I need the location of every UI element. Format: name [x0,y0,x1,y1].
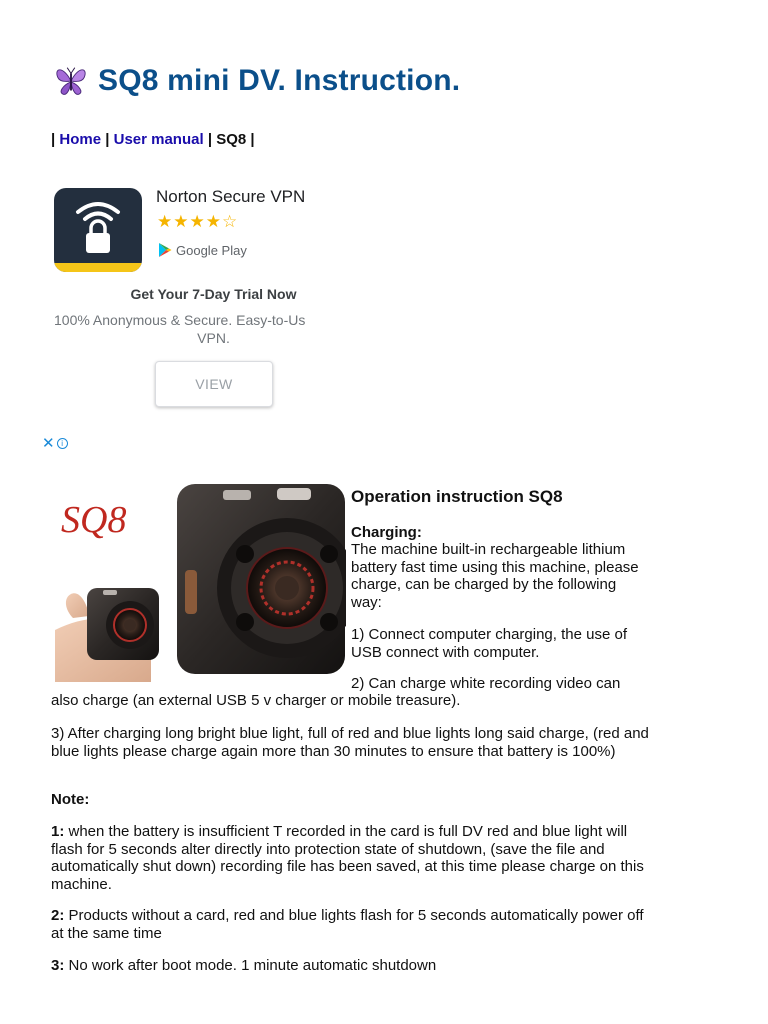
breadcrumb-separator: | [207,131,213,148]
note-item-1 [51,823,651,893]
breadcrumb [51,131,255,148]
page-header [52,62,460,100]
close-icon[interactable]: ✕ [42,435,55,452]
app-icon[interactable] [54,188,142,272]
note-number: 1: [51,823,65,840]
sq8-logo-text: SQ8 [61,499,127,541]
vpn-lock-icon [74,198,122,256]
google-play-icon [158,242,172,258]
section-title: Operation instruction SQ8 [351,487,563,506]
rating-stars: ★★★★☆ [157,212,239,231]
note-text: No work after boot mode. 1 minute automatic shutdown [64,957,437,974]
butterfly-icon [52,62,90,100]
page-title: SQ8 mini DV. Instruction. [98,64,461,97]
note-label: Note: [51,791,90,808]
ad-description: 100% Anonymous & Secure. Easy-to-Us [54,312,306,328]
ad-headline[interactable]: Get Your 7-Day Trial Now [130,286,297,302]
google-play-badge[interactable] [158,242,247,258]
adchoices[interactable] [42,434,68,452]
breadcrumb-separator: | [105,131,110,148]
breadcrumb-home-link[interactable]: Home [59,131,102,148]
breadcrumb-separator: | [51,131,56,148]
google-play-label: Google Play [176,242,247,258]
note-item-2 [51,907,651,942]
charging-text: The machine built-in rechargeable lithium battery fast time using this machine, please charge, can be charged by the following way: [351,541,639,611]
note-text: Products without a card, red and blue lights flash for 5 seconds automatically power off at the same time [51,907,644,942]
note-text: when the battery is insufficient T recorded in the card is full DV red and blue light will flash for 5 seconds alter directly into protection state of shutdown, (save the file and automatically shut down) recording file has been saved, at this time please charge on this machine. [51,823,644,893]
charging-step-2-continued: also charge (an external USB 5 v charger or mobile treasure). [51,692,461,709]
ad-unit[interactable] [52,180,312,420]
charging-step-2: 2) Can charge white recording video can [351,675,621,692]
charging-step-3: 3) After charging long bright blue light, full of red and blue lights long said charge, (red and blue lights please charge again more than 30 minutes to ensure that battery is 100%) [51,725,649,760]
ad-description-continued: VPN. [197,330,230,346]
camera-photo [55,470,346,682]
charging-label: Charging: [351,524,422,541]
ad-app-name[interactable]: Norton Secure VPN [156,187,306,206]
ad-view-button[interactable]: VIEW [155,361,273,407]
note-number: 3: [51,957,65,974]
charging-step-1: 1) Connect computer charging, the use of USB connect with computer. [351,626,627,661]
breadcrumb-separator: | [250,131,255,148]
breadcrumb-user-manual-link[interactable]: User manual [113,131,204,148]
breadcrumb-current: SQ8 [216,131,247,148]
note-number: 2: [51,907,65,924]
product-image [55,470,346,682]
note-item-3 [51,957,651,975]
app-icon-accent-strip [54,263,142,272]
info-icon[interactable]: i [57,438,68,449]
